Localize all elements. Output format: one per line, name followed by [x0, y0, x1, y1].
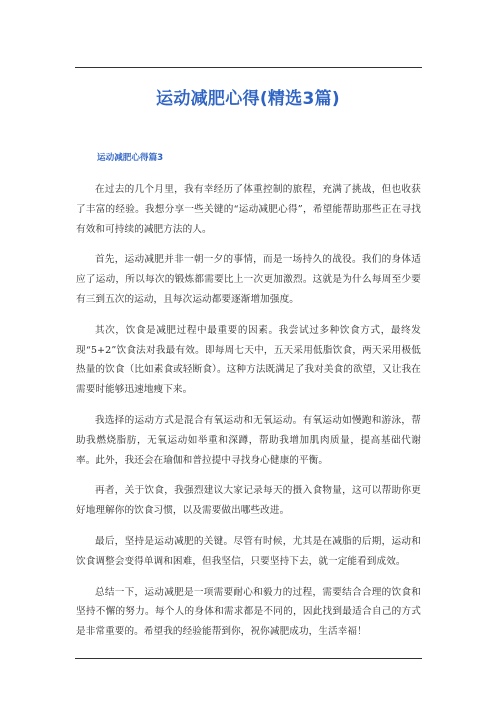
paragraph: 首先，运动减肥并非一朝一夕的事情，而是一场持久的战役。我们的身体适应了运动，所以每次的锻炼都需要比上一次更加激烈。这就是为什么每周至少要有三到五次的运动，且每次运动都要逐渐增加强度。: [76, 254, 421, 305]
paragraph: 再者，关于饮食，我强烈建议大家记录每天的摄入食物量，这可以帮助你更好地理解你的饮食习惯，以及需要做出哪些改进。: [76, 485, 421, 517]
paragraph: 我选择的运动方式是混合有氧运动和无氧运动。有氧运动如慢跑和游泳，帮助我燃烧脂肪，无氧运动如举重和深蹲，帮助我增加肌肉质量，提高基础代谢率。此外，我还会在瑜伽和普拉提中寻找身心健康的平衡。: [76, 414, 421, 466]
article-body: [76, 180, 421, 653]
page-title: 运动减肥心得(精选3篇): [156, 89, 340, 109]
paragraph: 最后，坚持是运动减肥的关键。尽管有时候，尤其是在减脂的后期，运动和饮食调整会变得单调和困难，但我坚信，只要坚持下去，就一定能看到成效。: [76, 535, 421, 567]
paragraph: 在过去的几个月里，我有幸经历了体重控制的旅程，充满了挑战，但也收获了丰富的经验。我想分享一些关键的“运动减肥心得”，希望能帮助那些正在寻找有效和可持续的减肥方法的人。: [76, 184, 421, 235]
paragraph: 总结一下，运动减肥是一项需要耐心和毅力的过程，需要结合合理的饮食和坚持不懈的努力。每个人的身体和需求都是不同的，因此找到最适合自己的方式是非常重要的。希望我的经验能帮到你，祝你减肥成功，生活幸福！: [76, 586, 421, 638]
footer-rule: [75, 658, 422, 659]
paragraph: 其次，饮食是减肥过程中最重要的因素。我尝试过多种饮食方式，最终发现“5+2”饮食法对我最有效。即每周七天中，五天采用低脂饮食，两天采用极低热量的饮食（比如素食或轻断食）。这种方法既满足了我对美食的欲望，又让我在需要时能够迅速地瘦下来。: [76, 324, 421, 396]
header-rule: [75, 67, 422, 68]
section-heading: 运动减肥心得篇3: [97, 153, 164, 163]
